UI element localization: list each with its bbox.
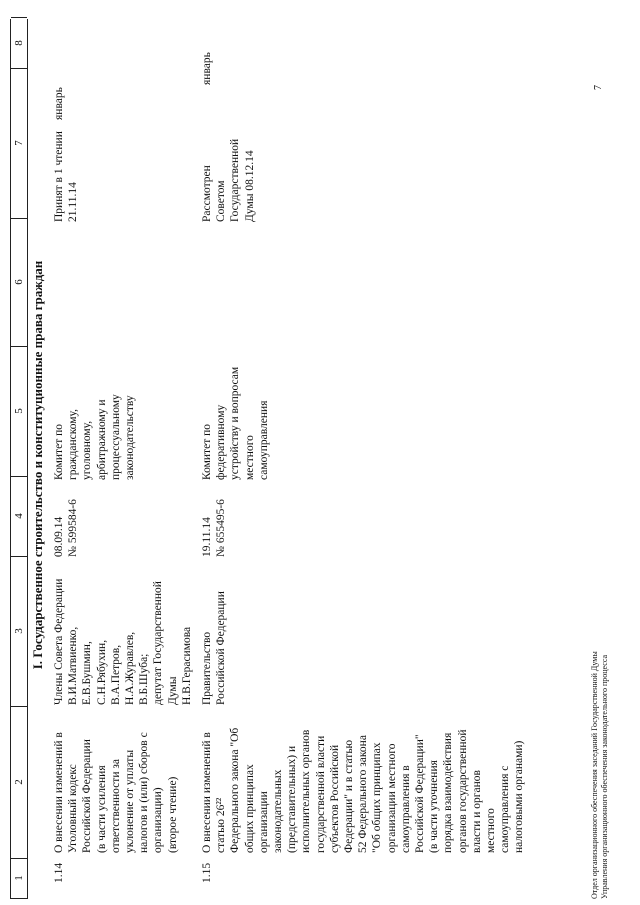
bill-date: 08.09.14 № 599584-6 (53, 499, 80, 557)
bill-title: О внесении изменений в статью 26²² Федерального закона "Об общих принципах организации законодательных (представительных) и исполнительных органов государственной власти субъектов Российской Федерации" и в статью 52 Федерального закона "Об общих принципах организации местного самоуправления в Российской Федерации" (в части уточнения порядка взаимодействия органов государственной власти и органов местного самоуправления с налоговыми органами) (201, 727, 526, 853)
footer-line-2: Управления организационного обеспечения законодательного процесса (600, 654, 609, 899)
bill-status: Рассмотрен Советом Государственной Думы 08.12.14 (201, 138, 256, 222)
bill-authors: Правительство Российской Федерации (201, 591, 228, 705)
footer-line-1: Отдел организационного обеспечения заседаний Государственной Думы (590, 651, 599, 899)
month: январь (53, 87, 65, 120)
bill-authors: Члены Совета Федерации В.И.Матвиенко, Е.В.Бушмин, С.Н.Рябухин, В.А.Петров, Н.А.Журавлев, В.Б.Шуба; депутат Государственной Думы Н.В.Герасимова (53, 578, 193, 705)
column-header-7: 7 (11, 68, 27, 219)
month: январь (201, 52, 213, 85)
bill-date: 19.11.14 № 655495-6 (201, 499, 228, 557)
committee: Комитет по гражданскому, уголовному, арбитражному и процессуальному законодательству (53, 394, 137, 480)
column-header-8: 8 (11, 17, 27, 69)
column-header-1: 1 (11, 858, 27, 899)
column-header-6: 6 (11, 218, 27, 347)
column-header-5: 5 (11, 346, 27, 477)
column-header-4: 4 (11, 476, 27, 557)
page-number: 7 (593, 85, 604, 90)
column-header-3: 3 (11, 556, 27, 707)
section-title: I. Государственное строительство и конституционные права граждан (30, 260, 45, 670)
row-number: 1.14 (53, 862, 65, 883)
row-number: 1.15 (201, 862, 213, 883)
bill-status: Принят в 1 чтении 21.11.14 (53, 131, 80, 222)
committee: Комитет по федеративному устройству и вопросам местного самоуправления (201, 366, 270, 480)
column-header-2: 2 (11, 706, 27, 859)
bill-title: О внесении изменений в Уголовный кодекс Российской Федерации (в части усиления ответственности за уклонение от уплаты налогов и (или) сборов с организации) (второе чтение) (53, 732, 179, 853)
table-header (10, 19, 28, 899)
